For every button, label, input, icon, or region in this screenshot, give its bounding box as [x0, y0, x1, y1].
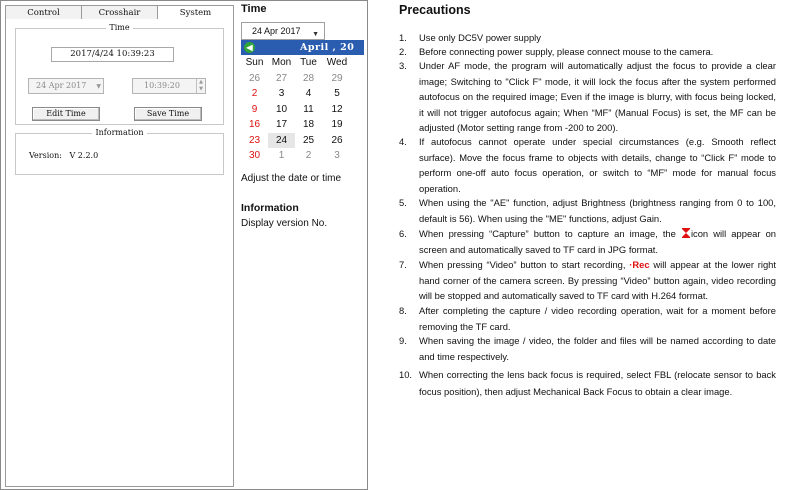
precaution-item	[399, 257, 776, 304]
precaution-item	[399, 226, 776, 257]
calendar-month-label: April , 20	[300, 42, 355, 53]
calendar-day[interactable]: 11	[303, 103, 314, 115]
calendar-day[interactable]: 23	[248, 134, 261, 146]
precaution-number: 1.	[399, 32, 407, 43]
precaution-number: 9.	[399, 335, 407, 346]
precaution-text: If autofocus cannot operate under special circumstances (e.g. Smooth reflect surface). Move the focus frame to objects with details, change to “Click F” mode to perform one-off auto focus operation, or switch to “MF” mode for manual focus operation.	[419, 136, 776, 194]
calendar-day[interactable]: 28	[302, 72, 315, 84]
information-group	[15, 128, 224, 175]
date-picker-value: 24 Apr 2017	[36, 81, 87, 90]
weekday-label: Wed	[326, 57, 348, 68]
precaution-number: 8.	[399, 305, 407, 316]
current-datetime-display: 2017/4/24 10:39:23	[51, 47, 174, 62]
precaution-item	[399, 303, 776, 334]
weekday-label: Sun	[245, 57, 264, 68]
hourglass-icon	[682, 228, 690, 238]
calendar-day[interactable]: 3	[334, 150, 340, 161]
precaution-text: When using the "AE" function, adjust Brightness (brightness ranging from 0 to 100, default is 56). When using the "ME" functions, adjust Gain.	[419, 197, 776, 224]
calendar-day[interactable]: 12	[331, 103, 343, 115]
description-column	[236, 0, 368, 490]
calendar-day[interactable]: 9	[251, 103, 258, 115]
precaution-text-part: will appear at the lower right hand corner of the camera screen. By pressing “Video” button again, video recording will be stopped and automatically saved to TF card with H.264 format.	[419, 259, 776, 302]
precaution-text: When correcting the lens back focus is required, select FBL (relocate sensor to back focus position), then adjust Mechanical Back Focus to obtain a clear image.	[419, 369, 776, 397]
tab-crosshair[interactable]: Crosshair	[82, 5, 158, 20]
precaution-item	[399, 366, 776, 400]
precaution-text-part: When pressing “Video” button to start recording,	[419, 259, 630, 270]
precaution-number: 7.	[399, 259, 407, 270]
precaution-item	[399, 58, 776, 136]
calendar-day[interactable]: 5	[334, 88, 340, 99]
time-picker-value: 10:39:20	[144, 81, 180, 90]
calendar-popup	[241, 40, 364, 165]
calendar-day[interactable]: 2	[251, 88, 258, 99]
calendar-day[interactable]: 19	[331, 119, 343, 130]
date-picker[interactable]	[28, 78, 104, 94]
system-tab-body	[5, 19, 234, 487]
precaution-item	[399, 333, 776, 364]
settings-tabs	[5, 5, 234, 20]
settings-panel	[0, 0, 237, 490]
precaution-text: When saving the image / video, the folder and files will be named according to date and time respectively.	[419, 335, 776, 362]
precaution-text: Under AF mode, the program will automatically adjust the focus to provide a clear image; Switching to "Click F" mode, it will lock the focus after the system performed autofocus on the required image; Even if the image is blurry, with focus being locked, it will not trigger autofocus again; When “MF” (Manual Focus) is set, the MF can be adjusted (Motor setting range from -200 to 200).	[419, 60, 776, 134]
weekday-label: Mon	[271, 57, 292, 68]
calendar-date-value: 24 Apr 2017	[252, 26, 301, 36]
calendar-day[interactable]: 18	[302, 119, 315, 130]
time-description: Adjust the date or time	[241, 173, 342, 184]
precaution-number: 4.	[399, 136, 407, 147]
save-time-button[interactable]: Save Time	[134, 107, 202, 121]
calendar-day[interactable]: 1	[278, 150, 285, 161]
version-readout	[29, 151, 98, 161]
calendar-day[interactable]: 26	[331, 134, 343, 146]
precaution-number: 6.	[399, 228, 407, 239]
precaution-number: 5.	[399, 197, 407, 208]
edit-time-button[interactable]: Edit Time	[32, 107, 100, 121]
time-group-label: Time	[106, 23, 132, 32]
information-group-label: Information	[92, 128, 146, 137]
version-value: V 2.2.0	[69, 151, 99, 160]
calendar-day[interactable]: 27	[275, 72, 288, 84]
chevron-down-icon[interactable]: ▼	[96, 83, 101, 90]
precaution-text: After completing the capture / video recording operation, wait for a moment before removing the TF card.	[419, 305, 776, 332]
calendar-day[interactable]: 26	[248, 72, 261, 84]
calendar-day[interactable]: 4	[305, 88, 312, 99]
calendar-grid	[241, 55, 364, 164]
precaution-text	[419, 226, 776, 257]
time-group	[15, 23, 224, 125]
tab-control[interactable]: Control	[5, 5, 82, 20]
calendar-day[interactable]: 17	[275, 119, 288, 130]
version-label: Version:	[29, 151, 62, 160]
calendar-day[interactable]: 10	[275, 103, 288, 115]
precaution-text	[419, 257, 776, 304]
precaution-text: Use only DC5V power supply	[419, 32, 541, 43]
rec-indicator: ·Rec	[629, 259, 650, 270]
calendar-date-dropdown[interactable]	[241, 22, 325, 40]
precaution-number: 3.	[399, 60, 407, 71]
calendar-day[interactable]: 16	[248, 119, 261, 130]
chevron-down-icon[interactable]: ▼	[312, 31, 319, 38]
precaution-number: 10.	[399, 369, 413, 380]
calendar-day[interactable]: 24	[268, 133, 295, 149]
precautions-title: Precautions	[399, 3, 471, 17]
calendar-day[interactable]: 3	[278, 88, 285, 99]
time-spinner[interactable]	[196, 79, 205, 93]
information-description: Display version No.	[241, 218, 328, 229]
precaution-text: Before connecting power supply, please connect mouse to the camera.	[419, 46, 714, 57]
precaution-number: 2.	[399, 46, 407, 57]
calendar-day[interactable]: 2	[305, 150, 312, 161]
tab-system[interactable]: System	[158, 5, 234, 20]
calendar-day[interactable]: 29	[331, 72, 343, 84]
calendar-day[interactable]: 30	[248, 150, 261, 161]
calendar-header	[241, 40, 364, 55]
spin-down-icon[interactable]: ▼	[199, 86, 203, 92]
information-heading: Information	[241, 202, 299, 214]
precaution-item	[399, 195, 776, 226]
previous-month-icon[interactable]: ◀	[244, 42, 255, 53]
spin-up-icon[interactable]: ▲	[199, 79, 203, 85]
calendar-day[interactable]: 25	[302, 134, 315, 146]
precaution-text-part: icon will appear on screen and automatically saved to TF card in JPG format.	[419, 228, 776, 255]
time-picker[interactable]	[132, 78, 206, 94]
precaution-item	[399, 134, 776, 196]
weekday-label: Tue	[300, 57, 317, 68]
precaution-text-part: When pressing “Capture” button to capture an image, the	[419, 228, 681, 239]
time-heading: Time	[241, 3, 267, 15]
